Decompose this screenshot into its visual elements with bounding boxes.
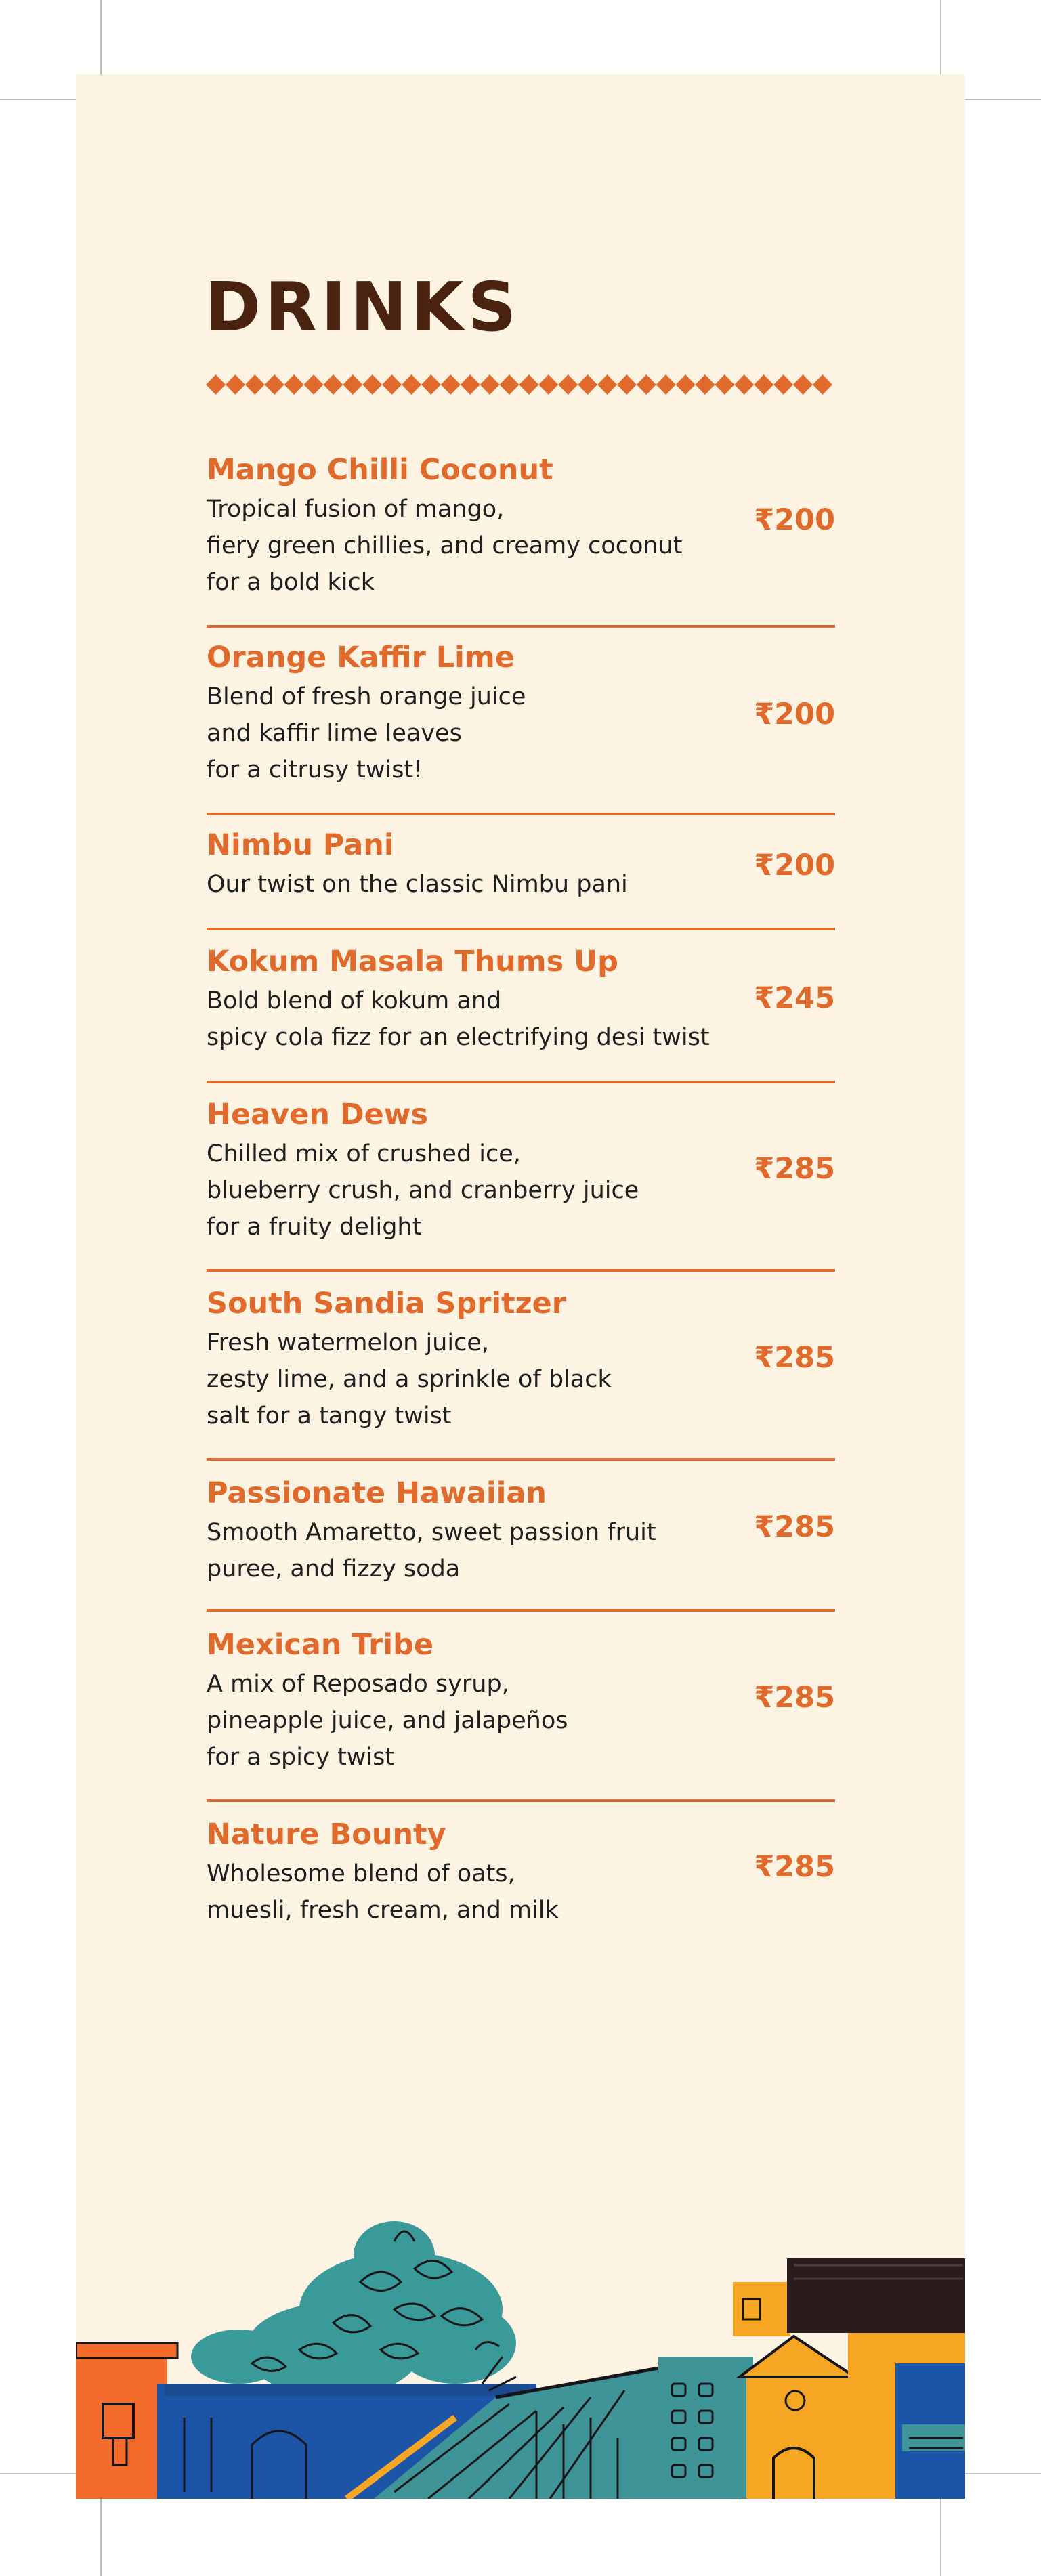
item-divider (207, 1799, 835, 1802)
diamond-ornament (362, 374, 382, 395)
diamond-ornament (500, 374, 519, 395)
diamond-ornament (813, 374, 832, 395)
item-price: ₹285 (754, 1850, 835, 1884)
diamond-ornament (773, 374, 793, 395)
diamond-ornament (734, 374, 754, 395)
item-price: ₹200 (754, 849, 835, 882)
item-name: Mango Chilli Coconut (207, 453, 553, 487)
diamond-ornament (597, 374, 617, 395)
diamond-ornament (519, 374, 538, 395)
item-description: Bold blend of kokum and spicy cola fizz for an electrifying desi twist (207, 987, 710, 1051)
diamond-ornament (323, 374, 343, 395)
item-divider (207, 1609, 835, 1612)
crop-mark (0, 2473, 76, 2474)
diamond-ornament (696, 374, 715, 395)
item-description: Wholesome blend of oats, muesli, fresh cream, and milk (207, 1860, 559, 1924)
item-divider (207, 625, 835, 628)
diamond-ornament (538, 374, 558, 395)
diamond-ornament (617, 374, 637, 395)
item-price: ₹285 (754, 1510, 835, 1544)
item-name: Nature Bounty (207, 1818, 446, 1851)
menu-item (207, 1283, 835, 1434)
menu-item (207, 449, 835, 601)
drinks-menu-card (76, 74, 965, 2499)
diamond-ornament (382, 374, 402, 395)
item-price: ₹285 (754, 1152, 835, 1186)
crop-mark (940, 0, 941, 76)
diamond-ornament (793, 374, 813, 395)
item-name: Orange Kaffir Lime (207, 641, 515, 674)
item-description: Fresh watermelon juice, zesty lime, and a sprinkle of black salt for a tangy twist (207, 1329, 612, 1430)
diamond-ornament (461, 374, 480, 395)
diamond-border-decoration (206, 372, 837, 397)
diamond-ornament (206, 374, 226, 395)
menu-item (207, 941, 835, 1056)
item-description: A mix of Reposado syrup, pineapple juice, and jalapeños for a spicy twist (207, 1671, 568, 1771)
item-price: ₹285 (754, 1341, 835, 1375)
menu-item (207, 824, 835, 903)
crop-mark (965, 99, 1041, 100)
item-divider (207, 1269, 835, 1272)
menu-item (207, 637, 835, 788)
diamond-ornament (656, 374, 676, 395)
diamond-ornament (637, 374, 656, 395)
item-name: South Sandia Spritzer (207, 1287, 567, 1321)
diamond-ornament (402, 374, 421, 395)
diamond-ornament (304, 374, 324, 395)
diamond-ornament (715, 374, 734, 395)
item-price: ₹200 (754, 697, 835, 731)
menu-item (207, 1472, 835, 1587)
crop-mark (100, 0, 102, 76)
diamond-ornament (421, 374, 441, 395)
tree-foliage (191, 2221, 516, 2397)
item-description: Blend of fresh orange juice and kaffir lime leaves for a citrusy twist! (207, 683, 526, 783)
item-description: Chilled mix of crushed ice, blueberry crush, and cranberry juice for a fruity delight (207, 1140, 639, 1241)
item-name: Heaven Dews (207, 1098, 429, 1132)
item-description: Tropical fusion of mango, fiery green chillies, and creamy coconut for a bold kick (207, 496, 683, 596)
item-price: ₹285 (754, 1681, 835, 1715)
diamond-ornament (265, 374, 284, 395)
diamond-ornament (343, 374, 362, 395)
item-name: Nimbu Pani (207, 828, 394, 862)
crop-mark (0, 99, 76, 100)
item-divider (207, 813, 835, 815)
diamond-ornament (578, 374, 597, 395)
item-price: ₹245 (754, 981, 835, 1015)
item-description: Smooth Amaretto, sweet passion fruit puree, and fizzy soda (207, 1519, 656, 1583)
crop-mark (100, 2499, 102, 2576)
item-name: Passionate Hawaiian (207, 1476, 547, 1510)
menu-item (207, 1624, 835, 1776)
crop-mark (940, 2499, 941, 2576)
diamond-ornament (754, 374, 773, 395)
item-divider (207, 1458, 835, 1461)
diamond-ornament (284, 374, 304, 395)
menu-item (207, 1813, 835, 1929)
item-price: ₹200 (754, 503, 835, 537)
diamond-ornament (480, 374, 500, 395)
townscape-illustration (76, 2181, 965, 2499)
diamond-ornament (226, 374, 245, 395)
diamond-ornament (441, 374, 461, 395)
crop-mark (965, 2473, 1041, 2474)
menu-title: DRINKS (205, 267, 521, 347)
diamond-ornament (245, 374, 265, 395)
menu-item (207, 1094, 835, 1245)
item-name: Mexican Tribe (207, 1628, 434, 1662)
item-name: Kokum Masala Thums Up (207, 945, 618, 979)
diamond-ornament (558, 374, 578, 395)
item-divider (207, 928, 835, 930)
item-divider (207, 1081, 835, 1083)
diamond-ornament (676, 374, 696, 395)
item-description: Our twist on the classic Nimbu pani (207, 871, 628, 898)
